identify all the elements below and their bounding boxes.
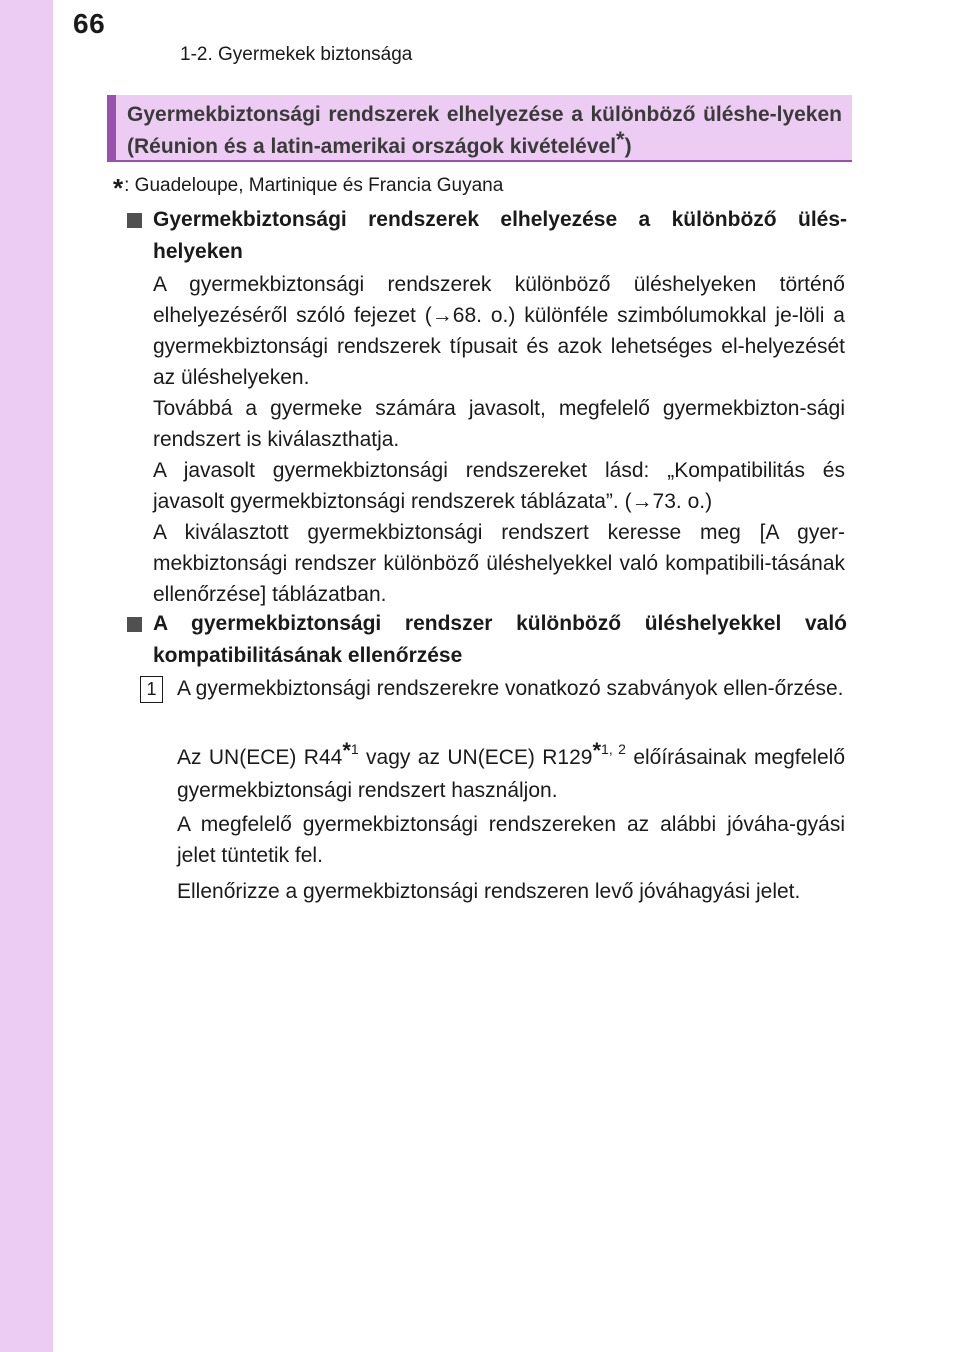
body-paragraph-3: A javasolt gyermekbiztonsági rendszereket lásd: „Kompatibilitás és javasolt gyermekbiztonsági rendszerek táblázata”. (→73. o.): [153, 459, 845, 513]
square-bullet-icon: [127, 213, 142, 228]
side-color-band: [0, 0, 53, 1352]
page-number: 66: [73, 8, 106, 39]
section-heading-text: A gyermekbiztonsági rendszer különböző üléshelyekkel való kompatibilitásának ellenőrzése: [153, 612, 847, 667]
footnote-ref: 1: [350, 741, 359, 757]
footnote-star: *: [342, 738, 351, 763]
step-text: A gyermekbiztonsági rendszerekre vonatkozó szabványok ellen-őrzése.: [177, 677, 844, 700]
body-paragraph-1: A gyermekbiztonsági rendszerek különböző üléshelyeken történő elhelyezéséről szóló fejezet (→68. o.) különféle szimbólumokkal je-löli a gyermekbiztonsági rendszerek típusait és azok lehetséges el-helyezését az üléshelyeken.: [153, 273, 845, 389]
footnote: [113, 167, 504, 203]
section-label: 1-2. Gyermekek biztonsága: [180, 44, 413, 65]
footnote-ref: 1, 2: [601, 741, 626, 757]
footnote-star: *: [592, 738, 602, 763]
standards-text-a: Az UN(ECE) R44: [177, 746, 343, 769]
standards-text-b: vagy az UN(ECE) R129: [358, 746, 593, 769]
footnote-star: *: [113, 173, 124, 203]
body-paragraph-4: A kiválasztott gyermekbiztonsági rendszert keresse meg [A gyer-mekbiztonsági rendszer különböző üléshelyekkel való kompatibili-tásának ellenőrzése] táblázatban.: [153, 521, 845, 606]
section-heading-text: Gyermekbiztonsági rendszerek elhelyezése a különböző ülés-helyeken: [153, 208, 847, 263]
title-box: [107, 95, 852, 162]
step-number-box: 1: [140, 676, 163, 703]
title-close: ): [624, 135, 632, 158]
section-heading-placement: [127, 204, 847, 268]
footnote-text: : Guadeloupe, Martinique és Francia Guyana: [124, 175, 504, 196]
square-bullet-icon: [127, 617, 142, 632]
standards-paragraph: [177, 738, 845, 806]
section-heading-compatibility: [127, 608, 847, 672]
title-footnote-star: *: [616, 127, 625, 152]
body-paragraph-2: Továbbá a gyermeke számára javasolt, megfelelő gyermekbizton-sági rendszert is kiválaszthatja.: [153, 397, 845, 451]
approval-mark-paragraph: A megfelelő gyermekbiztonsági rendszereken az alábbi jóváha-gyási jelet tüntetik fel.: [177, 813, 845, 867]
standards-text-c: előírásainak megfelelő gyermekbiztonsági rendszert használjon.: [177, 746, 845, 802]
check-approval-paragraph: Ellenőrizze a gyermekbiztonsági rendszeren levő jóváhagyási jelet.: [177, 880, 801, 903]
section-body: [153, 269, 845, 610]
title-text: Gyermekbiztonsági rendszerek elhelyezése a különböző üléshe-lyeken (Réunion és a latin-amerikai országok kivételével: [127, 103, 842, 158]
